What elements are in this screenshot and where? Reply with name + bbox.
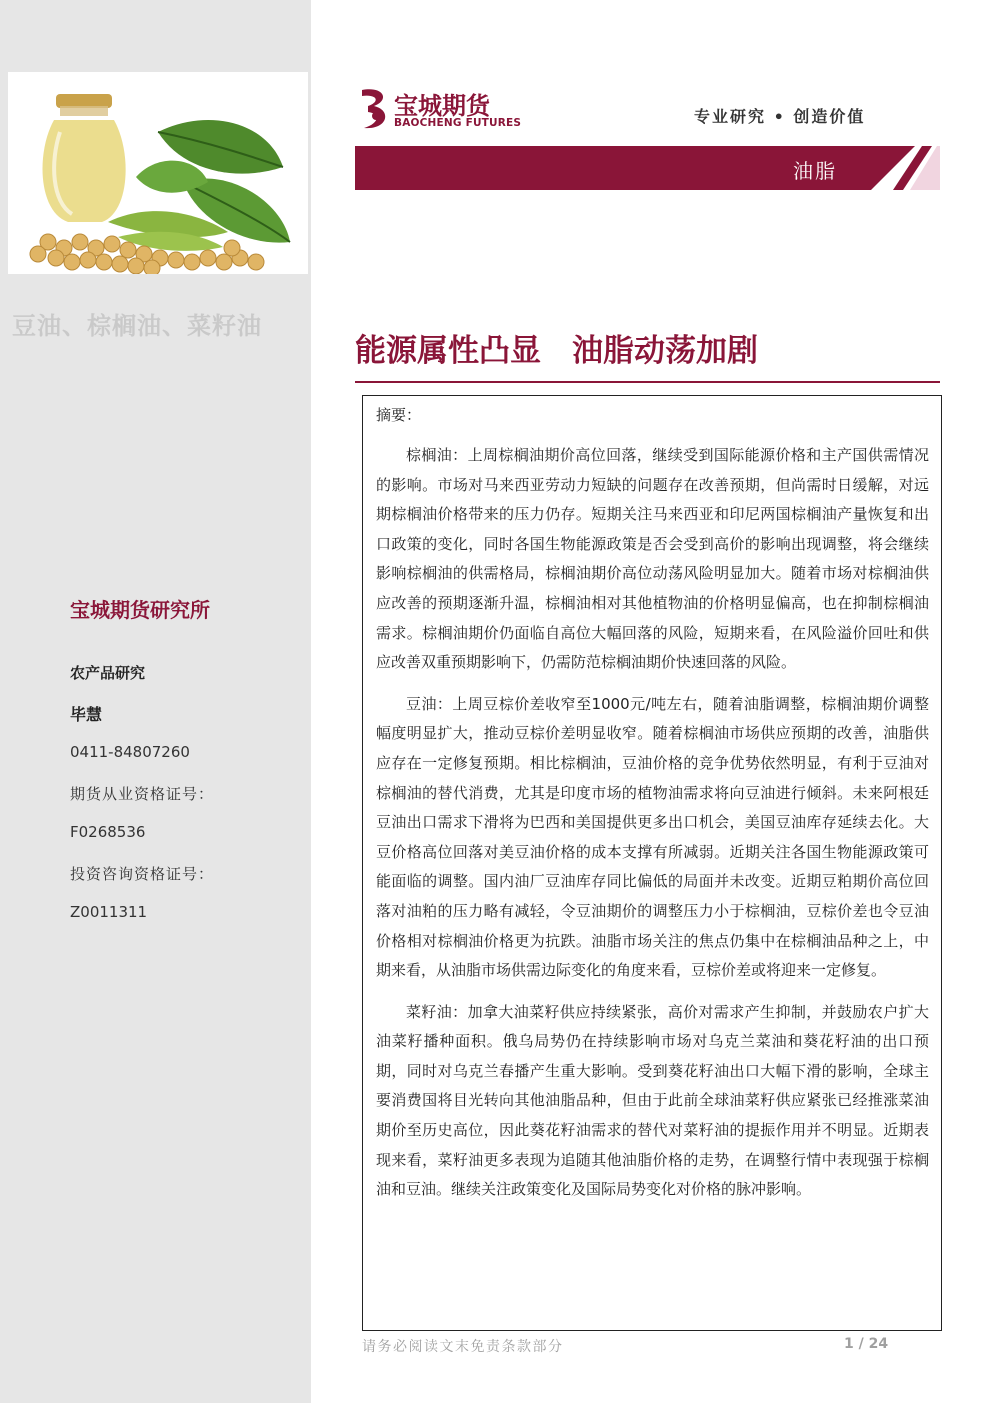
institute-name: 宝城期货研究所	[70, 598, 210, 622]
cover-photo	[8, 72, 308, 274]
analyst-phone: 0411-84807260	[70, 743, 190, 761]
license-number: F0268536	[70, 823, 146, 841]
company-logo	[356, 86, 521, 132]
department: 农产品研究	[70, 664, 146, 682]
advisor-number: Z0011311	[70, 903, 148, 921]
page-number: 1 / 24	[844, 1336, 889, 1352]
summary-label: 摘要：	[376, 406, 422, 424]
section-banner	[355, 146, 940, 190]
logo-en: BAOCHENG FUTURES	[394, 117, 522, 129]
logo-cn: 宝城期货	[394, 91, 490, 120]
sidebar	[0, 0, 311, 1403]
paragraph-rapeseed-oil: 菜籽油：加拿大油菜籽供应持续紧张，高价对需求产生抑制，并鼓励农户扩大油菜籽播种面积。俄乌局势仍在持续影响市场对乌克兰菜油和葵花籽油的出口预期，同时对乌克兰春播产生重大影响。受到葵花籽油出口大幅下滑的影响，全球主要消费国将目光转向其他油脂品种，但由于此前全球油菜籽供应紧张已经推涨菜油期价至历史高位，因此葵花籽油需求的替代对菜籽油的提振作用并不明显。近期表现来看，菜籽油更多表现为追随其他油脂价格的走势，在调整行情中表现强于棕榈油和豆油。继续关注政策变化及国际局势变化对价格的脉冲影响。	[376, 1002, 929, 1199]
sidebar-topic: 豆油、棕榈油、菜籽油	[12, 312, 262, 340]
analyst-name: 毕慧	[70, 705, 103, 724]
logo-mark-icon	[356, 86, 392, 132]
summary-box	[362, 395, 942, 1331]
advisor-label: 投资咨询资格证号：	[70, 865, 215, 883]
section-label: 油脂	[793, 159, 837, 183]
title-divider	[355, 381, 940, 383]
slogan: 专业研究 • 创造价值	[694, 107, 866, 126]
paragraph-palm-oil: 棕榈油：上周棕榈油期价高位回落，继续受到国际能源价格和主产国供需情况的影响。市场对马来西亚劳动力短缺的问题存在改善预期，但尚需时日缓解，对远期棕榈油价格带来的压力仍存。短期关注马来西亚和印尼两国棕榈油产量恢复和出口政策的变化，同时各国生物能源政策是否会受到高价的影响出现调整，将会继续影响棕榈油的供需格局，棕榈油期价高位动荡风险明显加大。随着市场对棕榈油供应改善的预期逐渐升温，棕榈油相对其他植物油的价格明显偏高，也在抑制棕榈油需求。棕榈油期价仍面临自高位大幅回落的风险，短期来看，在风险溢价回吐和供应改善双重预期影响下，仍需防范棕榈油期价快速回落的风险。	[376, 446, 929, 672]
report-title: 能源属性凸显 油脂动荡加剧	[355, 333, 758, 369]
disclaimer-note: 请务必阅读文末免责条款部分	[362, 1339, 564, 1355]
paragraph-soybean-oil: 豆油：上周豆棕价差收窄至1000元/吨左右，随着油脂调整，棕榈油期价调整幅度明显扩大，推动豆棕价差明显收窄。随着棕榈油市场供应预期的改善，油脂供应存在一定修复预期。相比棕榈油，豆油价格的竞争优势依然明显，有利于豆油对棕榈油的替代消费，尤其是印度市场的植物油需求将向豆油进行倾斜。未来阿根廷豆油出口需求下滑将为巴西和美国提供更多出口机会，美国豆油库存延续去化。大豆价格高位回落对美豆油价格的成本支撑有所减弱。近期关注各国生物能源政策可能面临的调整。国内油厂豆油库存同比偏低的局面并未改变。近期豆粕期价高位回落对油粕的压力略有减轻，令豆油期价的调整压力小于棕榈油，豆棕价差也令豆油价格相对棕榈油价格更为抗跌。油脂市场关注的焦点仍集中在棕榈油品种之上，中期来看，从油脂市场供需边际变化的角度来看，豆棕价差或将迎来一定修复。	[376, 694, 929, 980]
license-label: 期货从业资格证号：	[70, 785, 215, 803]
